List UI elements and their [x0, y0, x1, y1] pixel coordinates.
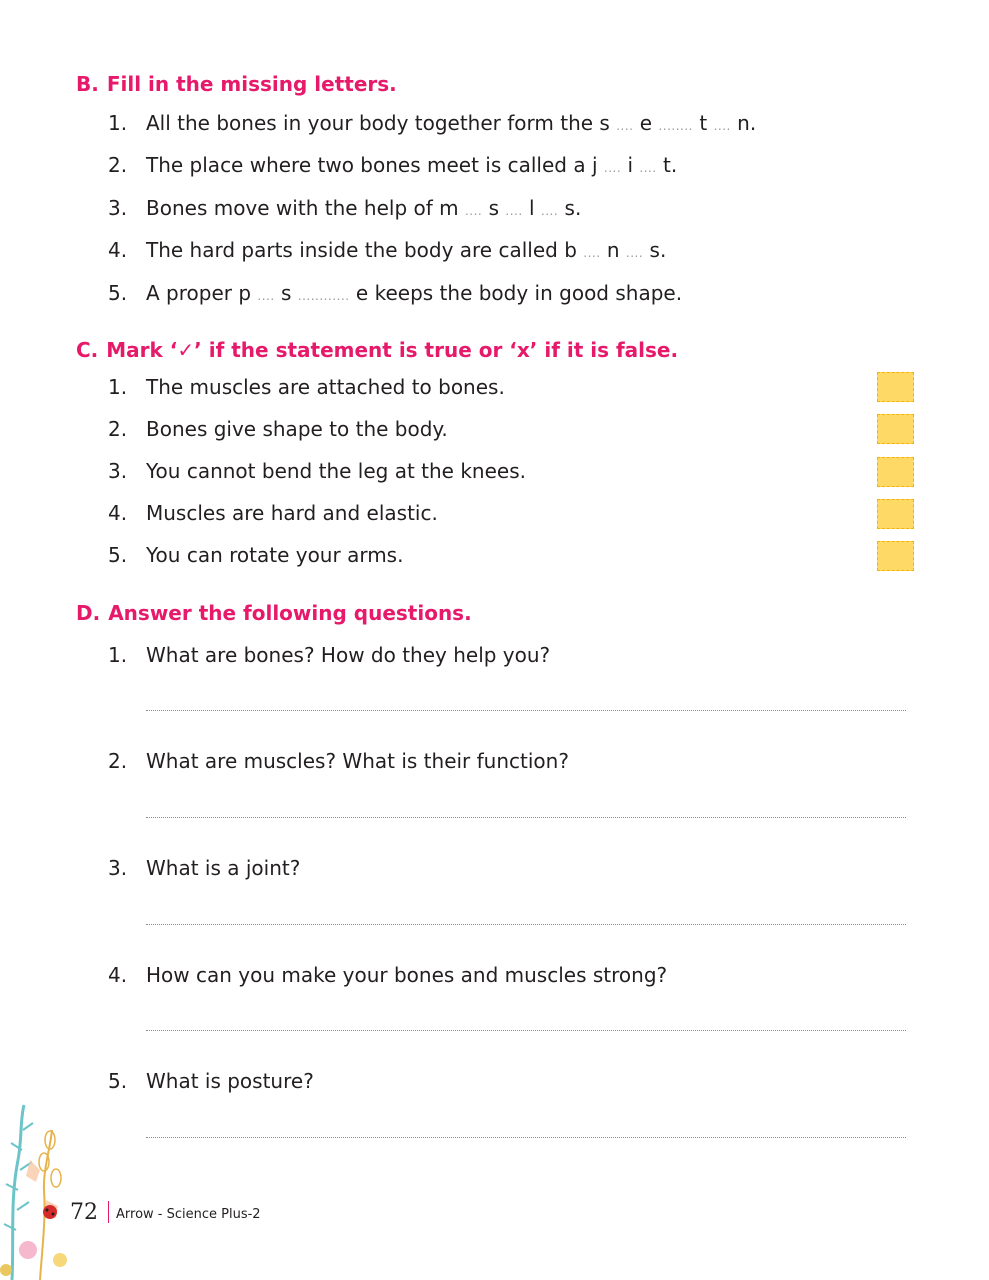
blank[interactable]: ....	[603, 161, 622, 175]
section-b-letter: B.	[76, 72, 99, 96]
fill-blank-item: 2. The place where two bones meet is called a j .... i .... t.	[108, 153, 678, 177]
answer-box[interactable]	[877, 499, 914, 529]
answer-line[interactable]	[146, 710, 906, 711]
floral-decoration-icon	[0, 1100, 90, 1280]
blank[interactable]: ....	[625, 246, 644, 260]
true-false-item: 5. You can rotate your arms.	[108, 543, 404, 567]
question-item: 1. What are bones? How do they help you?	[108, 643, 551, 667]
answer-line[interactable]	[146, 1030, 906, 1031]
fill-blank-item: 3. Bones move with the help of m .... s .... l .... s.	[108, 196, 582, 220]
blank[interactable]: ....	[464, 204, 483, 218]
section-d-title: Answer the following questions.	[108, 601, 472, 625]
blank[interactable]: ....	[505, 204, 523, 218]
blank[interactable]: ........	[658, 119, 693, 133]
section-d-heading	[76, 601, 472, 625]
section-c-letter: C.	[76, 338, 99, 362]
blank[interactable]: ....	[639, 161, 657, 175]
answer-line[interactable]	[146, 817, 906, 818]
section-c-heading	[76, 338, 678, 362]
true-false-item: 2. Bones give shape to the body.	[108, 417, 448, 441]
question-item: 3. What is a joint?	[108, 856, 301, 880]
section-c-title: Mark ‘✓’ if the statement is true or ‘x’ if it is false.	[106, 338, 679, 362]
blank[interactable]: ....	[583, 246, 601, 260]
true-false-item: 4. Muscles are hard and elastic.	[108, 501, 438, 525]
fill-blank-item: 1. All the bones in your body together form the s .... e ........ t .... n.	[108, 111, 757, 135]
footer-divider	[108, 1201, 109, 1223]
answer-box[interactable]	[877, 372, 914, 402]
blank[interactable]: ....	[540, 204, 559, 218]
question-item: 4. How can you make your bones and muscles strong?	[108, 963, 668, 987]
section-d-letter: D.	[76, 601, 101, 625]
blank[interactable]: ....	[713, 119, 731, 133]
fill-blank-item: 4. The hard parts inside the body are called b .... n .... s.	[108, 238, 667, 262]
answer-box[interactable]	[877, 414, 914, 444]
blank[interactable]: ............	[297, 289, 350, 303]
answer-box[interactable]	[877, 457, 914, 487]
blank[interactable]: ....	[257, 289, 275, 303]
section-b-heading	[76, 72, 397, 96]
page-number: 72	[70, 1200, 98, 1225]
fill-blank-item: 5. A proper p .... s ............ e keeps the body in good shape.	[108, 281, 683, 305]
answer-line[interactable]	[146, 1137, 906, 1138]
book-title: Arrow - Science Plus-2	[116, 1207, 261, 1222]
answer-line[interactable]	[146, 924, 906, 925]
question-item: 5. What is posture?	[108, 1069, 314, 1093]
true-false-item: 3. You cannot bend the leg at the knees.	[108, 459, 526, 483]
true-false-item: 1. The muscles are attached to bones.	[108, 375, 505, 399]
blank[interactable]: ....	[616, 119, 634, 133]
section-b-title: Fill in the missing letters.	[106, 72, 397, 96]
answer-box[interactable]	[877, 541, 914, 571]
question-item: 2. What are muscles? What is their function?	[108, 749, 569, 773]
